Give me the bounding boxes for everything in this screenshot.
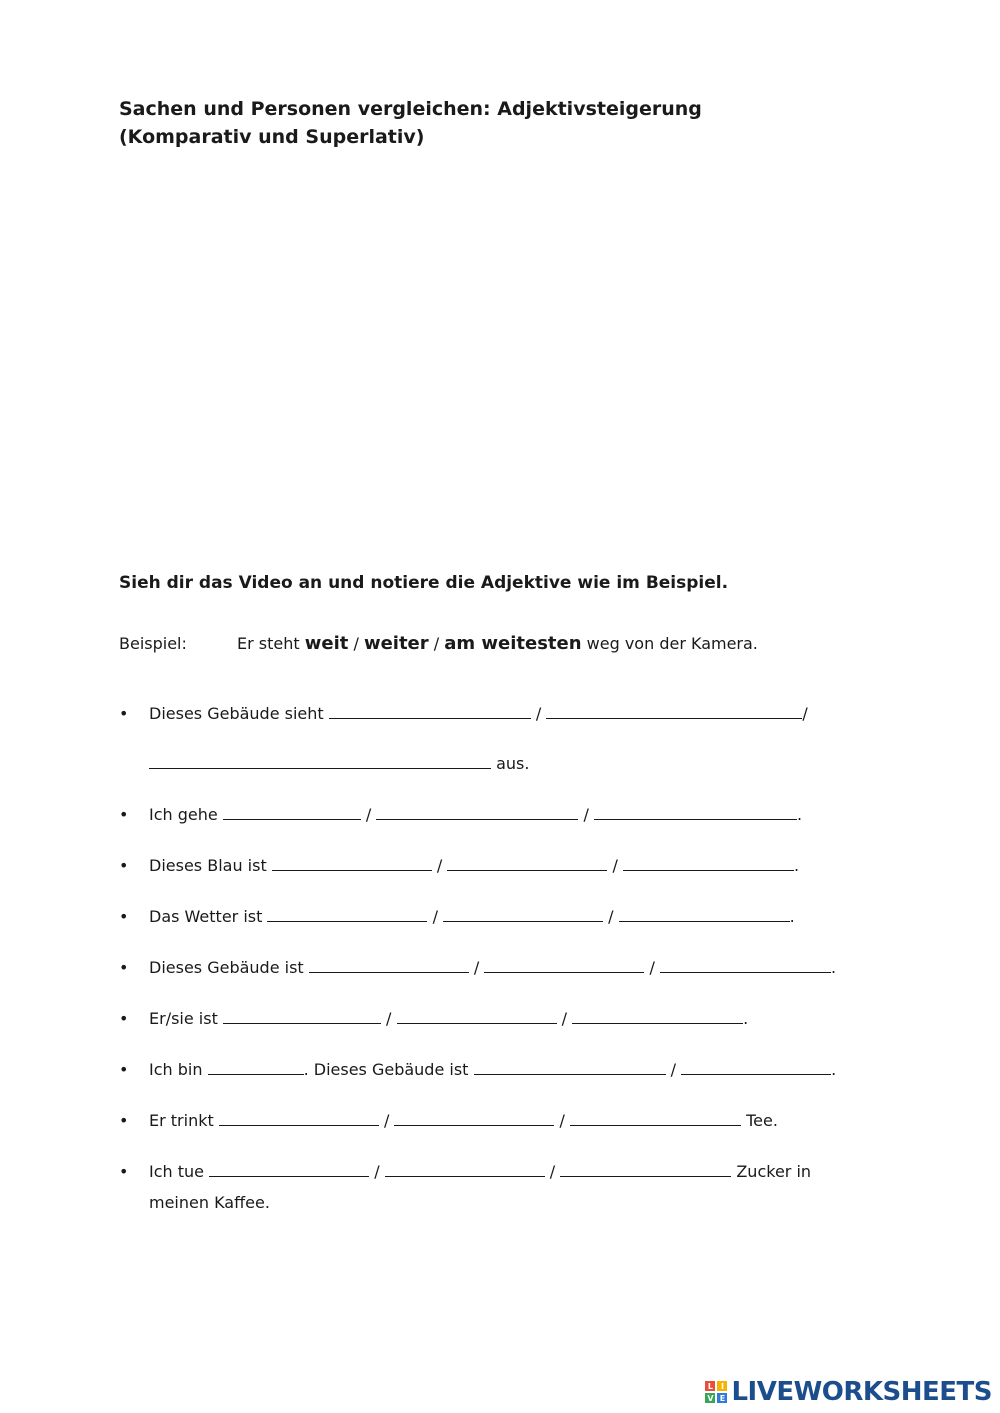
item-prompt: Dieses Gebäude ist — [149, 958, 304, 977]
answer-blank-superlative[interactable] — [594, 801, 797, 820]
item-prompt: Dieses Blau ist — [149, 856, 267, 875]
item-prompt: Er/sie ist — [149, 1009, 218, 1028]
slash: / — [608, 907, 614, 926]
answer-blank-comparative[interactable] — [394, 1107, 554, 1126]
slash: / — [535, 704, 542, 723]
bullet: • — [119, 907, 129, 926]
item-ending: . — [793, 856, 800, 875]
answer-blank-comparative[interactable] — [376, 801, 578, 820]
answer-blank-comparative[interactable] — [397, 1005, 557, 1024]
logo-mark-letter: L — [705, 1381, 715, 1391]
slash: / — [365, 805, 372, 824]
answer-blank-positive[interactable] — [223, 801, 361, 820]
slash: / — [549, 1162, 556, 1181]
answer-blank-comparative[interactable] — [546, 700, 802, 719]
answer-blank-positive[interactable] — [272, 852, 432, 871]
item-prompt: Ich tue — [149, 1162, 204, 1181]
answer-blank-positive[interactable] — [223, 1005, 381, 1024]
worksheet-title — [119, 95, 879, 151]
logo-mark-letter: I — [717, 1381, 727, 1391]
item-ending: . — [831, 1060, 837, 1079]
item-prompt: Er trinkt — [149, 1111, 214, 1130]
logo-text: LIVEWORKSHEETS — [731, 1377, 992, 1407]
slash: / — [802, 704, 808, 723]
slash: / — [433, 634, 440, 653]
bullet: • — [119, 1162, 129, 1181]
item-ending: . — [789, 907, 795, 926]
item-prompt: Ich bin — [149, 1060, 203, 1079]
example-positive: weit — [304, 633, 349, 654]
slash: / — [432, 907, 438, 926]
slash: / — [374, 1162, 380, 1181]
slash: / — [353, 634, 359, 653]
answer-blank-superlative[interactable] — [560, 1158, 731, 1177]
task-instruction: Sieh dir das Video an und notiere die Adjektive wie im Beispiel. — [119, 573, 729, 593]
logo-mark-letter: E — [717, 1393, 727, 1403]
answer-blank-positive[interactable] — [219, 1107, 379, 1126]
answer-blank-positive[interactable] — [208, 1056, 304, 1075]
answer-blank-positive[interactable] — [209, 1158, 369, 1177]
item-ending: Tee. — [746, 1111, 778, 1130]
bullet: • — [119, 1060, 129, 1079]
answer-blank-superlative[interactable] — [660, 954, 831, 973]
title-line-1: Sachen und Personen vergleichen: Adjektivsteigerung — [119, 98, 702, 120]
answer-blank-comparative[interactable] — [385, 1158, 545, 1177]
item-prompt-middle: . Dieses Gebäude ist — [303, 1060, 469, 1079]
item-prompt: Das Wetter ist — [149, 907, 263, 926]
answer-blank-comparative[interactable] — [474, 1056, 666, 1075]
slash: / — [383, 1111, 390, 1130]
bullet: • — [119, 856, 129, 875]
answer-blank-superlative[interactable] — [570, 1107, 741, 1126]
answer-blank-comparative[interactable] — [447, 852, 607, 871]
slash: / — [612, 856, 618, 875]
item-ending: Zucker in meinen Kaffee. — [149, 1162, 812, 1212]
slash: / — [436, 856, 443, 875]
answer-blank-superlative[interactable] — [572, 1005, 743, 1024]
answer-blank-superlative[interactable] — [681, 1056, 831, 1075]
example-post: weg von der Kamera. — [586, 634, 758, 653]
answer-blank-comparative[interactable] — [484, 954, 644, 973]
title-line-2: (Komparativ und Superlativ) — [119, 126, 425, 148]
item-prompt: Ich gehe — [149, 805, 218, 824]
answer-blank-positive[interactable] — [309, 954, 469, 973]
example-comparative: weiter — [363, 633, 429, 654]
bullet: • — [119, 704, 129, 723]
logo-mark-letter: V — [707, 1393, 714, 1403]
slash: / — [559, 1111, 565, 1130]
item-ending: aus. — [496, 754, 530, 773]
bullet: • — [119, 958, 129, 977]
example-pre: Er steht — [237, 634, 300, 653]
liveworksheets-logo — [705, 1377, 992, 1407]
answer-blank-superlative[interactable] — [619, 903, 790, 922]
item-ending: . — [796, 805, 803, 824]
answer-blank-superlative[interactable] — [149, 750, 491, 769]
example-sentence — [119, 630, 758, 658]
item-prompt: Dieses Gebäude sieht — [149, 704, 324, 723]
logo-mark-icon — [705, 1381, 727, 1403]
slash: / — [473, 958, 480, 977]
slash: / — [670, 1060, 677, 1079]
slash: / — [649, 958, 655, 977]
answer-blank-positive[interactable] — [329, 700, 531, 719]
slash: / — [386, 1009, 392, 1028]
example-superlative: am weitesten — [444, 633, 582, 654]
item-ending: . — [830, 958, 837, 977]
slash: / — [583, 805, 589, 824]
example-label: Beispiel: — [119, 634, 187, 653]
slash: / — [561, 1009, 567, 1028]
bullet: • — [119, 1111, 129, 1130]
answer-blank-comparative[interactable] — [443, 903, 603, 922]
answer-blank-positive[interactable] — [267, 903, 427, 922]
bullet: • — [119, 805, 129, 824]
bullet: • — [119, 1009, 129, 1028]
answer-blank-superlative[interactable] — [623, 852, 794, 871]
item-ending: . — [743, 1009, 749, 1028]
